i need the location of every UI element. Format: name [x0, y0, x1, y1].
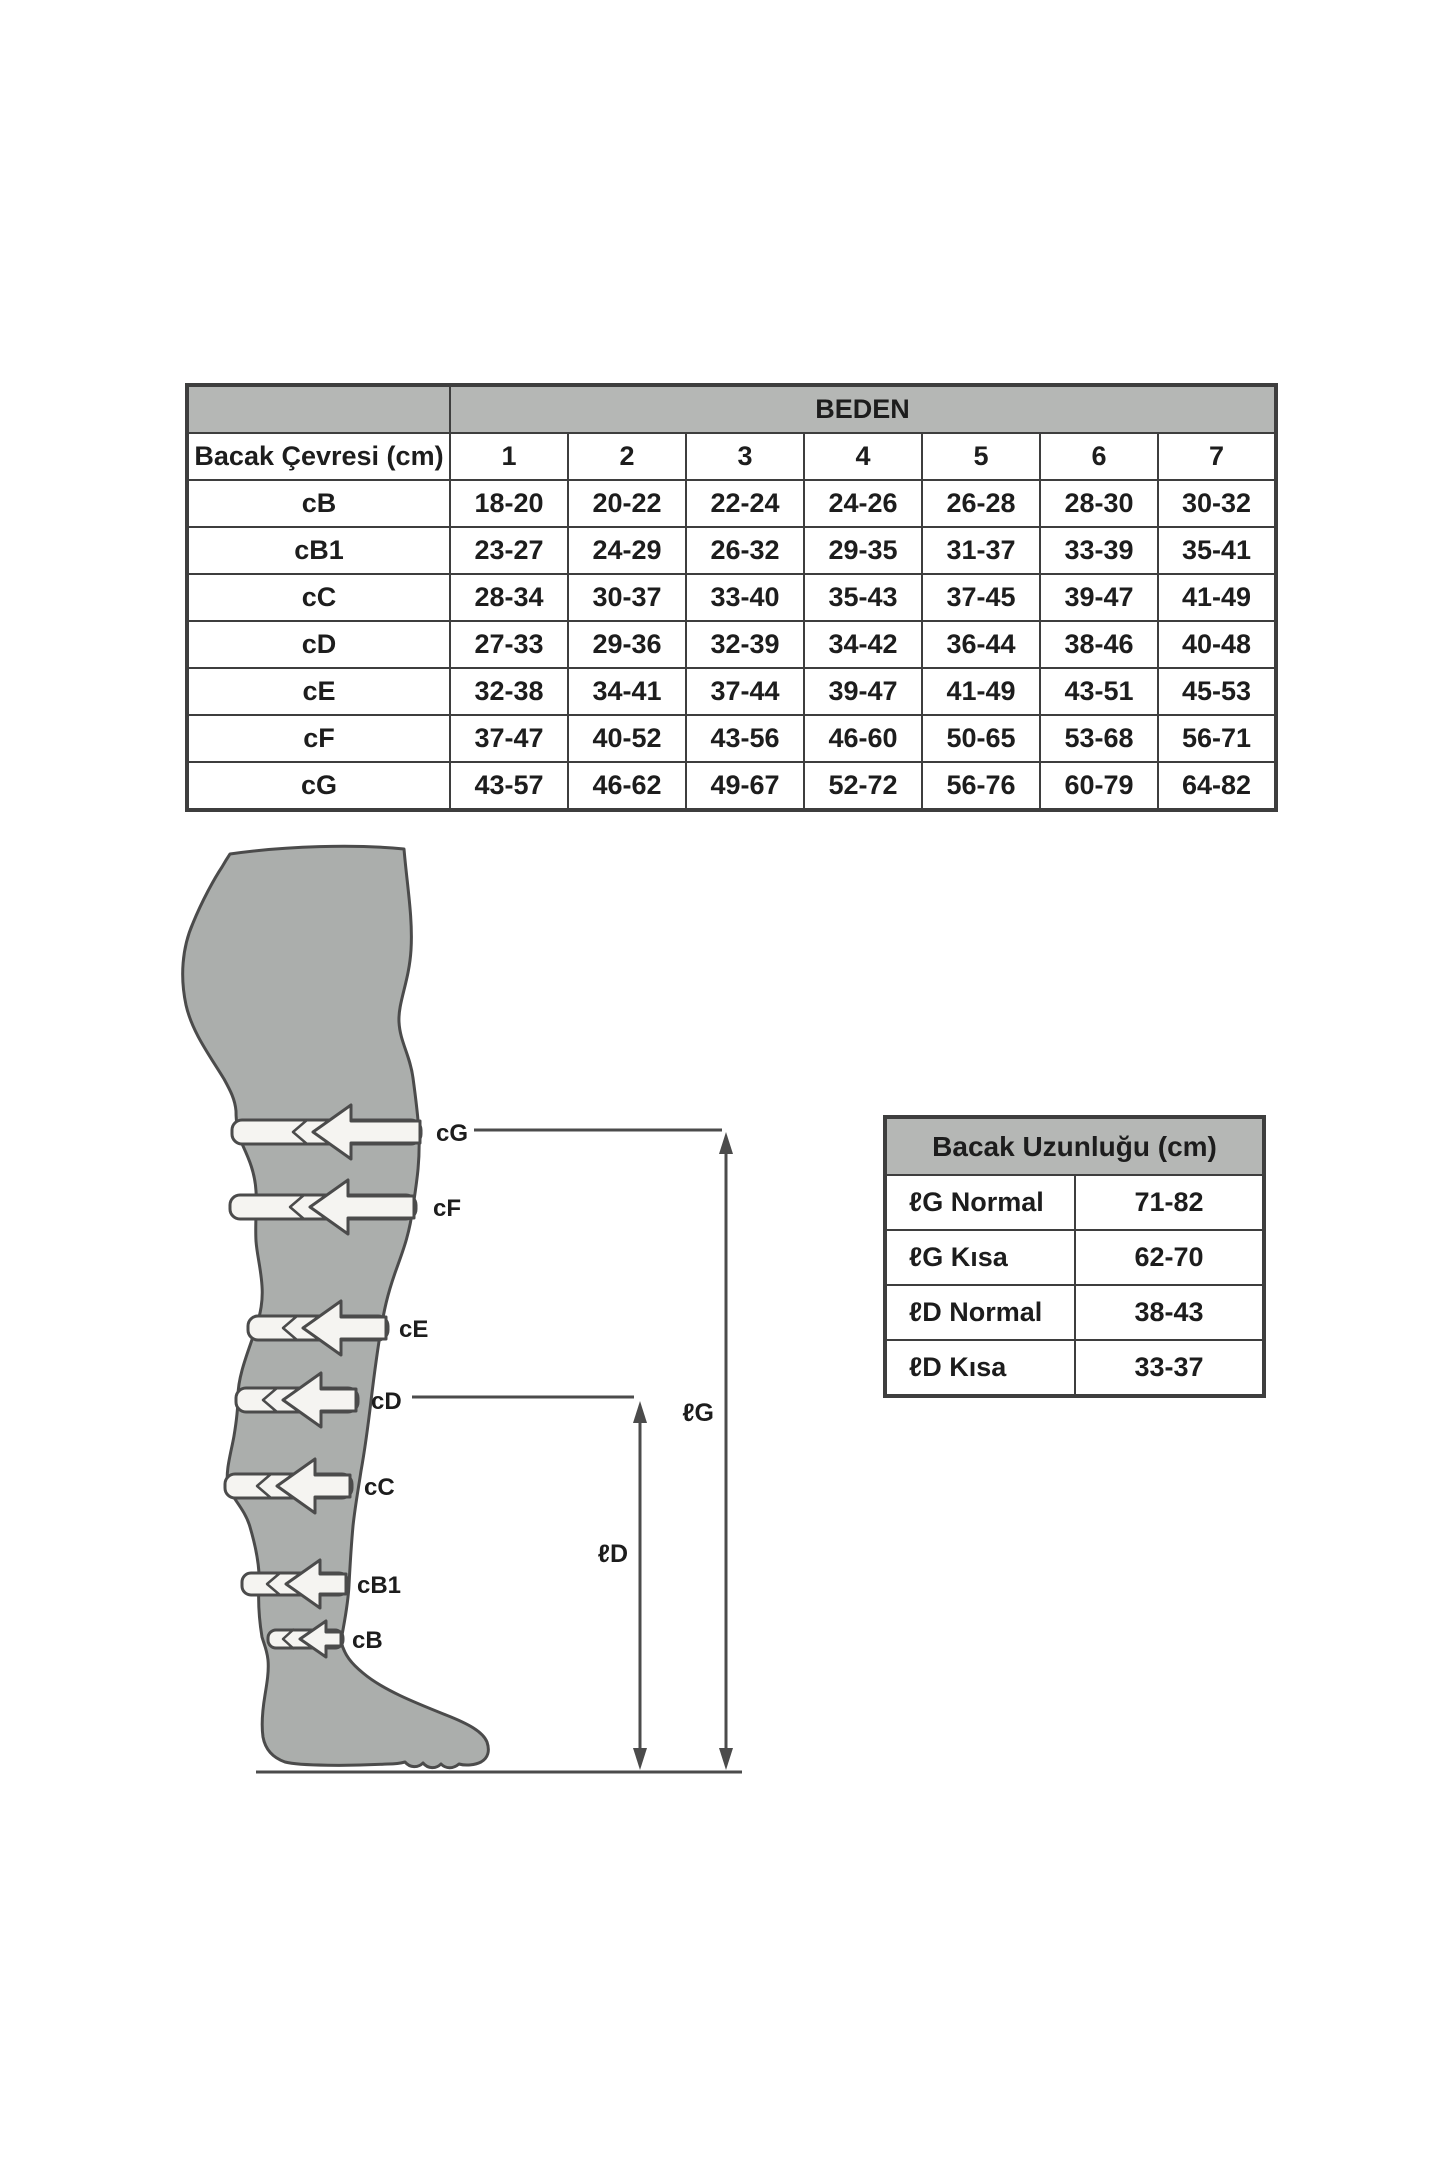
size-column-header: 1 — [450, 433, 568, 480]
size-table-body — [187, 480, 1276, 810]
size-column-header: 4 — [804, 433, 922, 480]
size-column-header: 7 — [1158, 433, 1276, 480]
measure-point-label: cD — [187, 621, 450, 668]
circumference-range-cell: 41-49 — [1158, 574, 1276, 621]
circumference-range-cell: 46-60 — [804, 715, 922, 762]
arrow-up-icon — [633, 1401, 647, 1423]
circumference-range-cell: 28-30 — [1040, 480, 1158, 527]
circumference-range-cell: 49-67 — [686, 762, 804, 810]
circumference-range-cell: 43-57 — [450, 762, 568, 810]
size-table-row — [187, 668, 1276, 715]
circumference-range-cell: 30-37 — [568, 574, 686, 621]
circumference-range-cell: 40-52 — [568, 715, 686, 762]
size-table-row-header: Bacak Çevresi (cm) — [187, 433, 450, 480]
circumference-range-cell: 32-38 — [450, 668, 568, 715]
size-column-header: 2 — [568, 433, 686, 480]
measure-point-label: cF — [187, 715, 450, 762]
circumference-range-cell: 60-79 — [1040, 762, 1158, 810]
circumference-range-cell: 39-47 — [804, 668, 922, 715]
size-table-row — [187, 762, 1276, 810]
length-table-row — [885, 1175, 1264, 1230]
length-table-header: Bacak Uzunluğu (cm) — [885, 1117, 1264, 1175]
band-label-cB1: cB1 — [357, 1572, 402, 1599]
measure-point-label: cG — [187, 762, 450, 810]
length-table-row — [885, 1230, 1264, 1285]
size-columns-row — [187, 433, 1276, 480]
size-column-header: 6 — [1040, 433, 1158, 480]
circumference-range-cell: 18-20 — [450, 480, 568, 527]
length-table-row — [885, 1285, 1264, 1340]
circumference-range-cell: 39-47 — [1040, 574, 1158, 621]
circumference-range-cell: 30-32 — [1158, 480, 1276, 527]
arrow-down-icon — [633, 1748, 647, 1770]
length-type-label: ℓD Kısa — [885, 1340, 1075, 1396]
circumference-range-cell: 31-37 — [922, 527, 1040, 574]
length-range-cell: 38-43 — [1075, 1285, 1264, 1340]
length-range-cell: 62-70 — [1075, 1230, 1264, 1285]
band-label-cF: cF — [433, 1195, 462, 1222]
circumference-range-cell: 22-24 — [686, 480, 804, 527]
size-table-row — [187, 621, 1276, 668]
length-table-row — [885, 1340, 1264, 1396]
lG-measure-line — [719, 1132, 733, 1770]
circumference-range-cell: 24-26 — [804, 480, 922, 527]
circumference-range-cell: 29-36 — [568, 621, 686, 668]
circumference-range-cell: 26-28 — [922, 480, 1040, 527]
circumference-range-cell: 43-56 — [686, 715, 804, 762]
lD-measure-line — [633, 1401, 647, 1770]
circumference-range-cell: 40-48 — [1158, 621, 1276, 668]
lG-label: ℓG — [682, 1399, 714, 1427]
circumference-range-cell: 32-39 — [686, 621, 804, 668]
circumference-range-cell: 43-51 — [1040, 668, 1158, 715]
length-table-header-row — [885, 1117, 1264, 1175]
size-table-row — [187, 715, 1276, 762]
length-type-label: ℓG Kısa — [885, 1230, 1075, 1285]
arrow-up-icon — [719, 1132, 733, 1154]
size-table-row — [187, 480, 1276, 527]
circumference-range-cell: 53-68 — [1040, 715, 1158, 762]
circumference-range-cell: 41-49 — [922, 668, 1040, 715]
circumference-range-cell: 23-27 — [450, 527, 568, 574]
circumference-range-cell: 38-46 — [1040, 621, 1158, 668]
circumference-range-cell: 36-44 — [922, 621, 1040, 668]
circumference-range-cell: 37-47 — [450, 715, 568, 762]
circumference-range-cell: 29-35 — [804, 527, 922, 574]
length-table-body — [885, 1175, 1264, 1396]
circumference-range-cell: 27-33 — [450, 621, 568, 668]
circumference-range-cell: 24-29 — [568, 527, 686, 574]
size-table-beden-row — [187, 385, 1276, 433]
size-table-corner-cell — [187, 385, 450, 433]
circumference-range-cell: 28-34 — [450, 574, 568, 621]
circumference-range-cell: 20-22 — [568, 480, 686, 527]
circumference-range-cell: 52-72 — [804, 762, 922, 810]
band-label-cG: cG — [436, 1120, 469, 1147]
lD-label: ℓD — [597, 1540, 628, 1568]
length-type-label: ℓG Normal — [885, 1175, 1075, 1230]
measure-point-label: cC — [187, 574, 450, 621]
size-table — [185, 383, 1278, 812]
circumference-range-cell: 33-40 — [686, 574, 804, 621]
size-table-row — [187, 527, 1276, 574]
size-table-row — [187, 574, 1276, 621]
size-table-beden-header: BEDEN — [450, 385, 1276, 433]
arrow-down-icon — [719, 1748, 733, 1770]
size-column-header: 5 — [922, 433, 1040, 480]
leg-measurement-diagram — [140, 830, 760, 1820]
measure-point-label: cE — [187, 668, 450, 715]
circumference-range-cell: 46-62 — [568, 762, 686, 810]
band-label-cD: cD — [371, 1388, 402, 1415]
circumference-range-cell: 33-39 — [1040, 527, 1158, 574]
circumference-range-cell: 26-32 — [686, 527, 804, 574]
circumference-range-cell: 37-45 — [922, 574, 1040, 621]
circumference-range-cell: 50-65 — [922, 715, 1040, 762]
circumference-range-cell: 34-42 — [804, 621, 922, 668]
circumference-range-cell: 64-82 — [1158, 762, 1276, 810]
length-range-cell: 71-82 — [1075, 1175, 1264, 1230]
length-range-cell: 33-37 — [1075, 1340, 1264, 1396]
measure-point-label: cB1 — [187, 527, 450, 574]
circumference-range-cell: 56-71 — [1158, 715, 1276, 762]
band-label-cE: cE — [399, 1316, 429, 1343]
circumference-range-cell: 37-44 — [686, 668, 804, 715]
measure-point-label: cB — [187, 480, 450, 527]
circumference-range-cell: 35-41 — [1158, 527, 1276, 574]
circumference-range-cell: 35-43 — [804, 574, 922, 621]
band-label-cC: cC — [364, 1474, 395, 1501]
length-table — [883, 1115, 1266, 1398]
circumference-range-cell: 45-53 — [1158, 668, 1276, 715]
length-type-label: ℓD Normal — [885, 1285, 1075, 1340]
circumference-range-cell: 56-76 — [922, 762, 1040, 810]
size-column-header: 3 — [686, 433, 804, 480]
band-label-cB: cB — [352, 1627, 383, 1654]
circumference-range-cell: 34-41 — [568, 668, 686, 715]
